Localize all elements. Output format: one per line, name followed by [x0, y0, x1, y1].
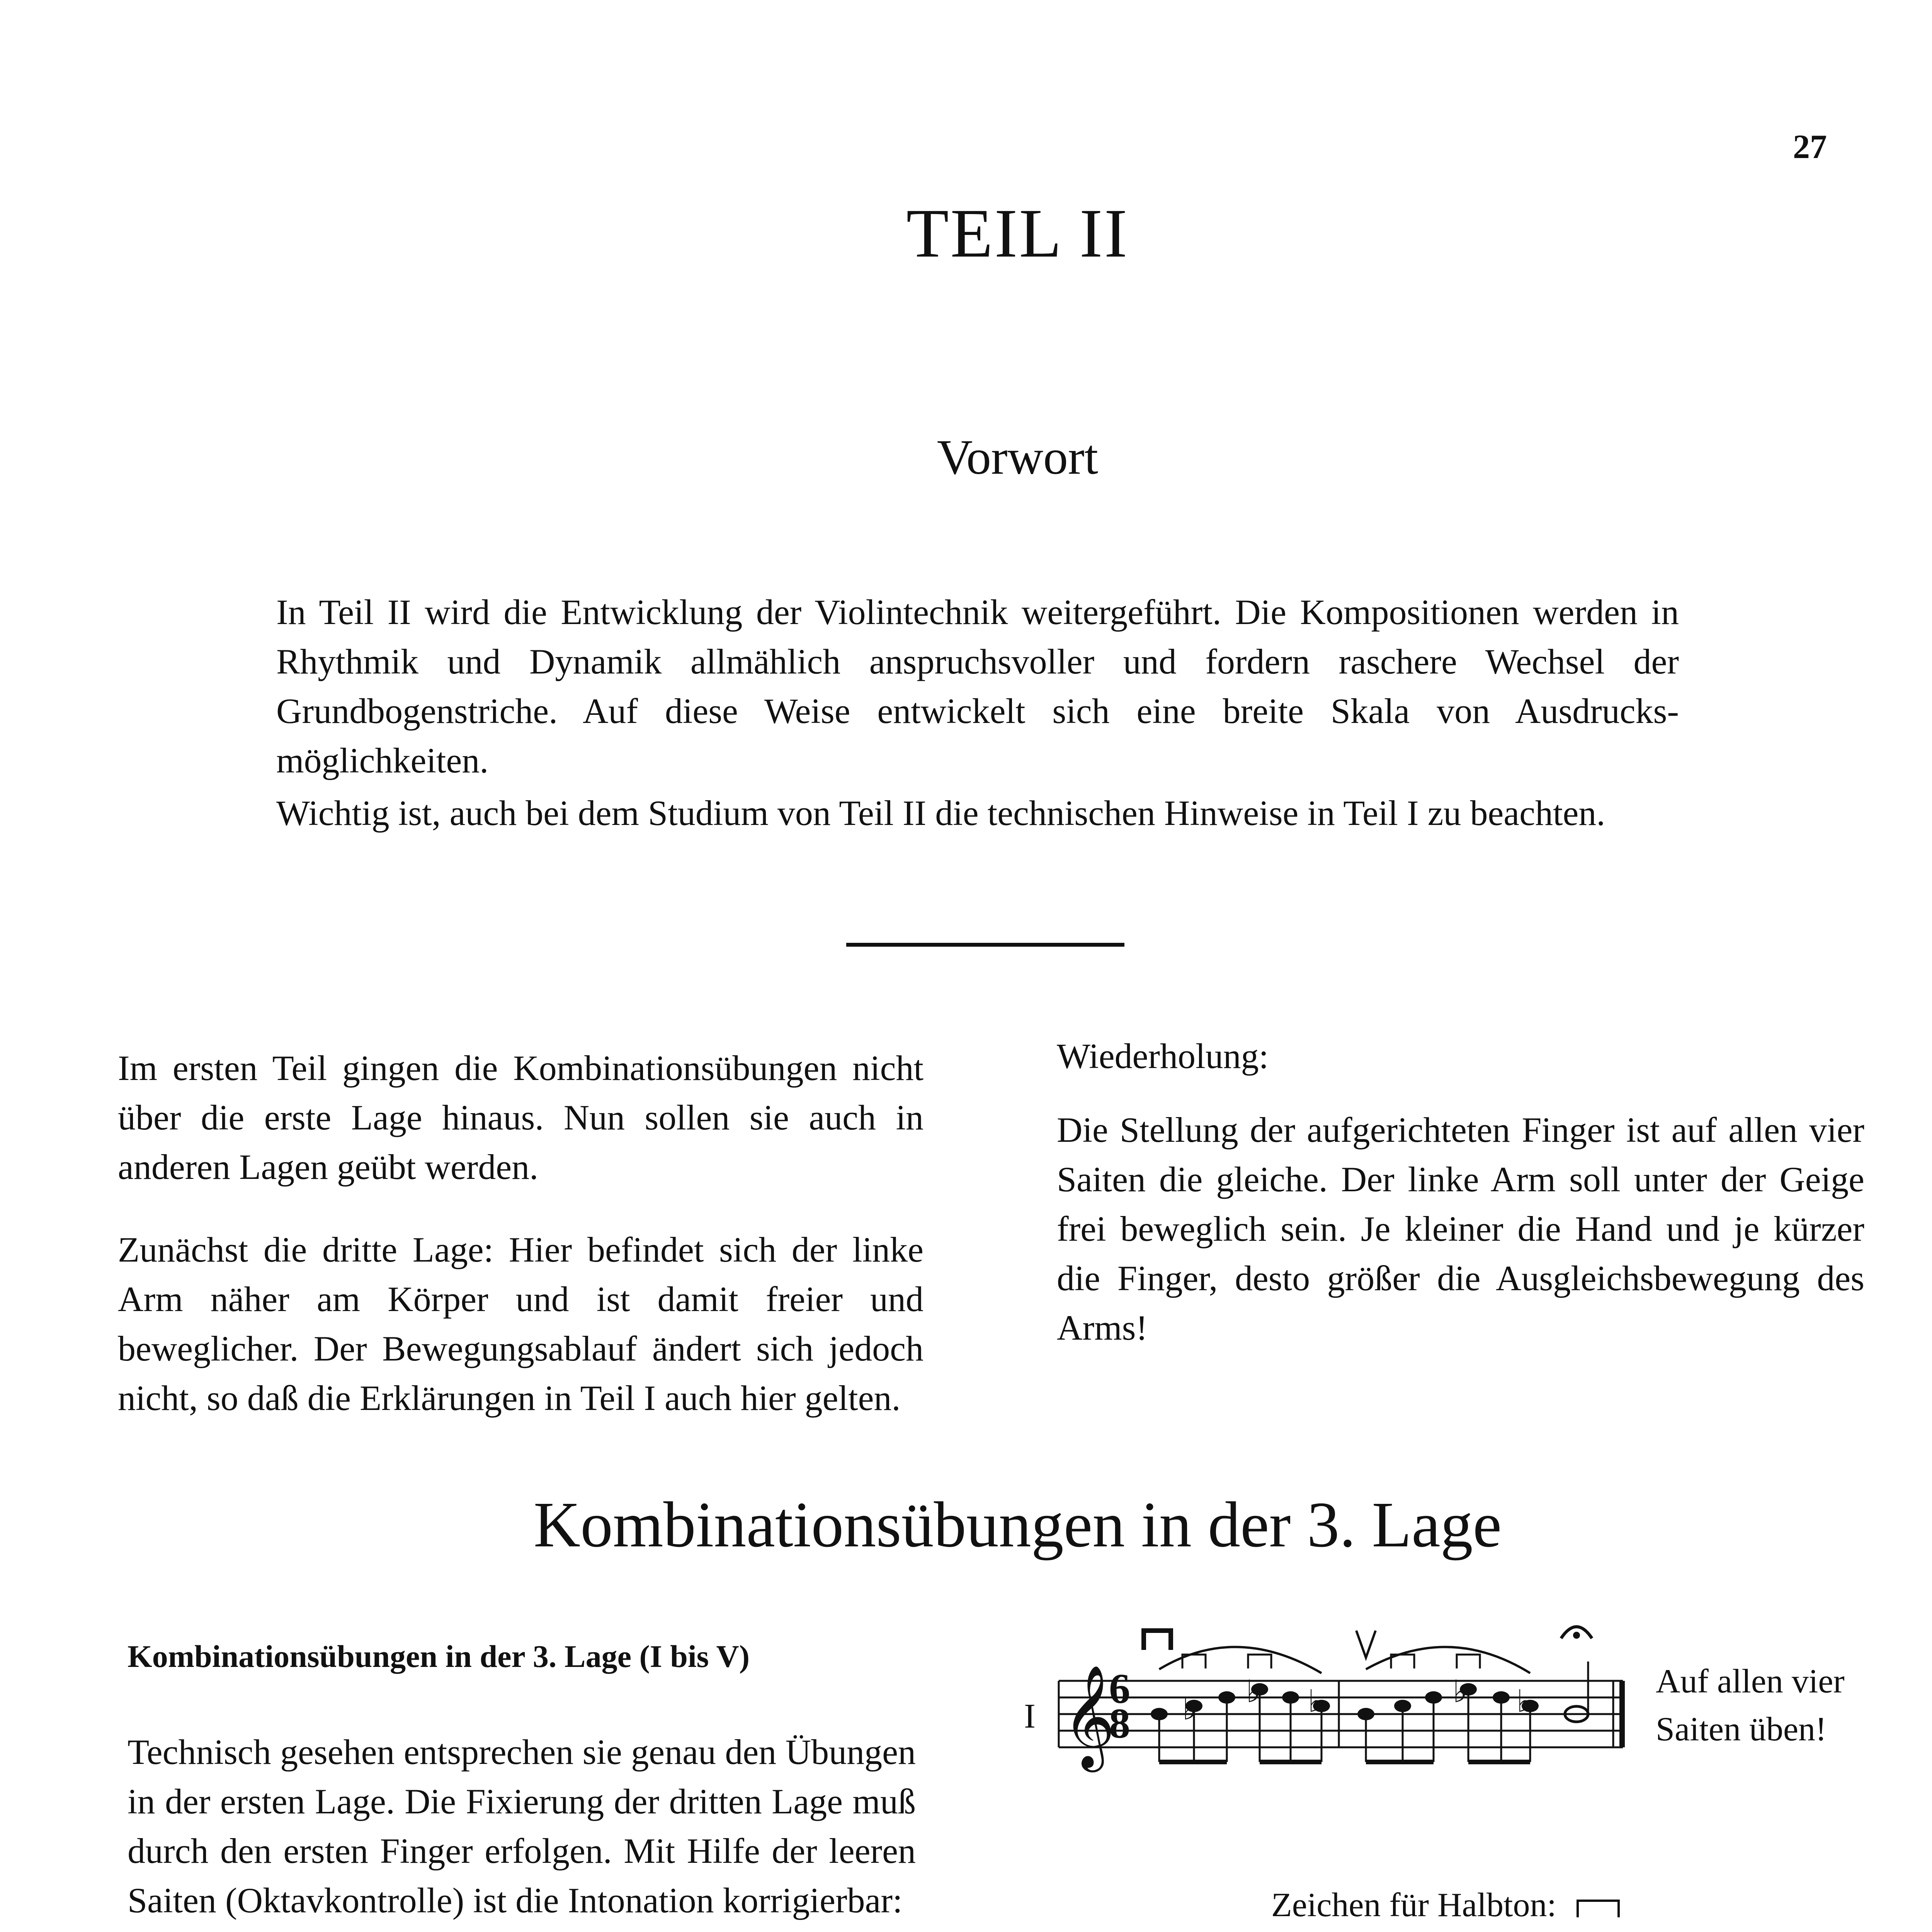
- section-title: Kombinationsübungen in der 3. Lage: [533, 1489, 1502, 1561]
- exercise-number: I: [1024, 1697, 1036, 1735]
- part-title: TEIL II: [906, 195, 1129, 272]
- exercise-instruction: Auf allen vier Saiten üben!: [1656, 1663, 1845, 1748]
- time-signature-denominator: 8: [1109, 1700, 1130, 1747]
- subsection-title: Kombinationsübungen in der 3. Lage (I bis V): [128, 1639, 750, 1674]
- svg-text:♭: ♭: [1246, 1673, 1261, 1709]
- svg-text:♭: ♭: [1453, 1673, 1468, 1709]
- halftone-label: [1271, 1886, 1620, 1925]
- left-column-paragraph-2: Zunächst die dritte Lage: Hier befindet sich der linke Arm näher am Körper und ist damit freier und beweglicher. Der Bewegungsablauf ändert sich jedoch nicht, so daß die Erklärungen in Teil I auch hier gelten.: [118, 1230, 923, 1418]
- svg-text:𝄞: 𝄞: [1063, 1665, 1115, 1768]
- halftone-text: Zeichen für Halbton:: [1271, 1886, 1556, 1924]
- svg-text:♭: ♭: [1308, 1683, 1323, 1719]
- intro-paragraph-1: In Teil II wird die Entwicklung der Violintechnik weitergeführt. Die Kompositionen werden in Rhythmik und Dynamik allmählich anspruchsvoller und fordern raschere Wechsel der Grundbogenstriche. Auf diese Weise entwickelt sich eine breite Skala von Ausdrucks-möglichkeiten.: [276, 592, 1679, 780]
- repetition-label: Wiederholung:: [1057, 1036, 1269, 1076]
- foreword-title: Vorwort: [937, 430, 1099, 485]
- time-signature-numerator: 6: [1109, 1665, 1130, 1712]
- page-number: 27: [1793, 128, 1827, 166]
- left-column-paragraph-1: Im ersten Teil gingen die Kombinationsübungen nicht über die erste Lage hinaus. Nun sollen sie auch in anderen Lagen geübt werden.: [118, 1048, 923, 1187]
- svg-text:♭: ♭: [1182, 1691, 1197, 1727]
- halftone-bracket-icon: [1577, 1900, 1620, 1917]
- right-column-paragraph: Die Stellung der aufgerichteten Finger ist auf allen vier Saiten die gleiche. Der linke Arm soll unter der Geige frei beweglich sein. Je kleiner die Hand und je kürzer die Finger, desto größer die Ausgleichsbewegung des Arms!: [1057, 1110, 1864, 1347]
- intro-paragraph-2: Wichtig ist, auch bei dem Studium von Teil II die technischen Hinweise in Teil I zu beachten.: [276, 793, 1605, 833]
- svg-text:♭: ♭: [1517, 1683, 1531, 1719]
- technique-paragraph: Technisch gesehen entsprechen sie genau den Übungen in der ersten Lage. Die Fixierung der dritten Lage muß durch den ersten Finger erfolgen. Mit Hilfe der leeren Saiten (Oktavkontrolle) ist die Intonation korrigierbar:: [128, 1732, 916, 1920]
